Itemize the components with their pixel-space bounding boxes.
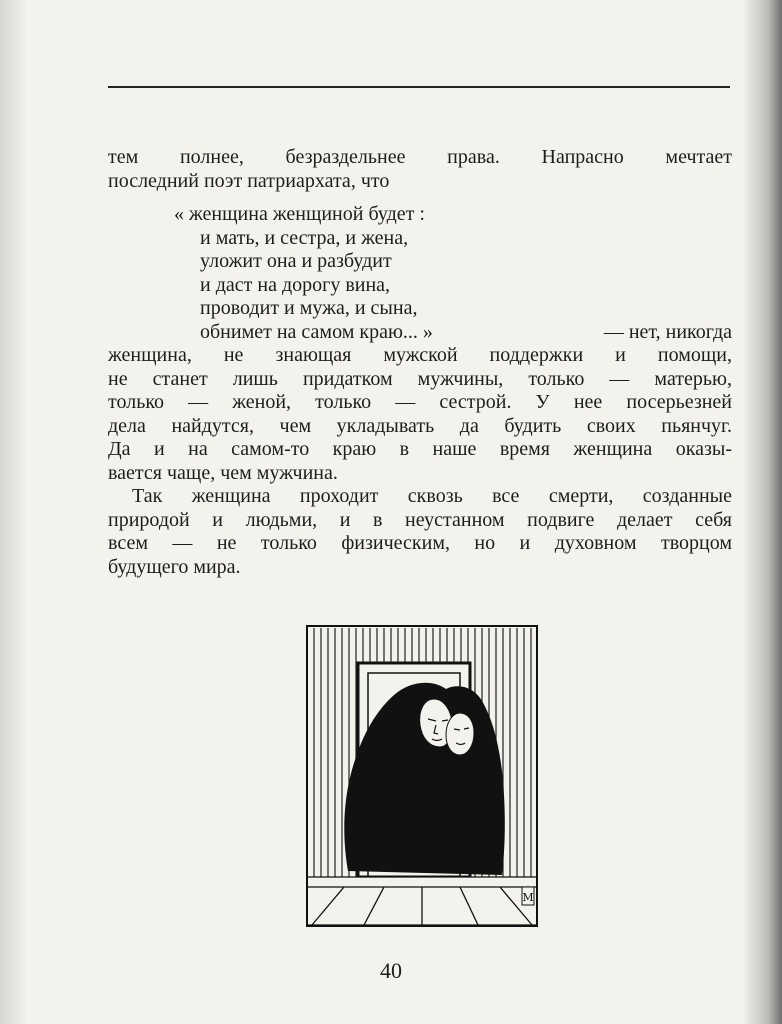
text-line: только — женой, только — сестрой. У нее посерьезней	[108, 391, 732, 413]
text-line: Так женщина проходит сквозь все смерти, созданные	[132, 485, 732, 507]
illustration-drawing	[306, 625, 538, 927]
page-shadow-left	[0, 0, 28, 1024]
verse-line: и мать, и сестра, и жена,	[200, 226, 409, 249]
illustration-embracing-women	[306, 625, 538, 927]
verse-line: « женщина женщиной будет :	[174, 203, 425, 225]
header-rule	[108, 86, 730, 88]
verse-line: и даст на дорогу вина,	[200, 273, 391, 296]
text-line: Да и на самом-то краю в наше время женщина оказы-	[108, 438, 732, 460]
body-text	[108, 146, 732, 579]
monogram: M	[522, 891, 534, 904]
verse-last-text: обнимет на самом краю... »	[200, 320, 433, 343]
text-line: женщина, не знающая мужской поддержки и помощи,	[108, 344, 732, 366]
verse-line: проводит и мужа, и сына,	[200, 297, 418, 319]
page-shadow-right	[742, 0, 782, 1024]
verse-line-last	[108, 321, 732, 345]
text-line: природой и людьми, и в неустанном подвиге делает себя	[108, 508, 732, 531]
text-line: тем полнее, безраздельнее права. Напрасно мечтает	[108, 146, 732, 168]
text-line: дела найдутся, чем укладывать да будить своих пьянчуг.	[108, 414, 732, 437]
text-line: всем — не только физическим, но и духовном творцом	[108, 532, 732, 554]
text-line: не станет лишь придатком мужчины, только — матерью,	[108, 367, 732, 390]
text-line: последний поэт патриархата, что	[108, 169, 390, 192]
text-line: будущего мира.	[108, 555, 241, 578]
verse-line: уложит она и разбудит	[200, 250, 392, 272]
page-number: 40	[380, 958, 402, 983]
text-line: вается чаще, чем мужчина.	[108, 461, 338, 484]
verse-last-tail: — нет, никогда	[603, 320, 732, 343]
